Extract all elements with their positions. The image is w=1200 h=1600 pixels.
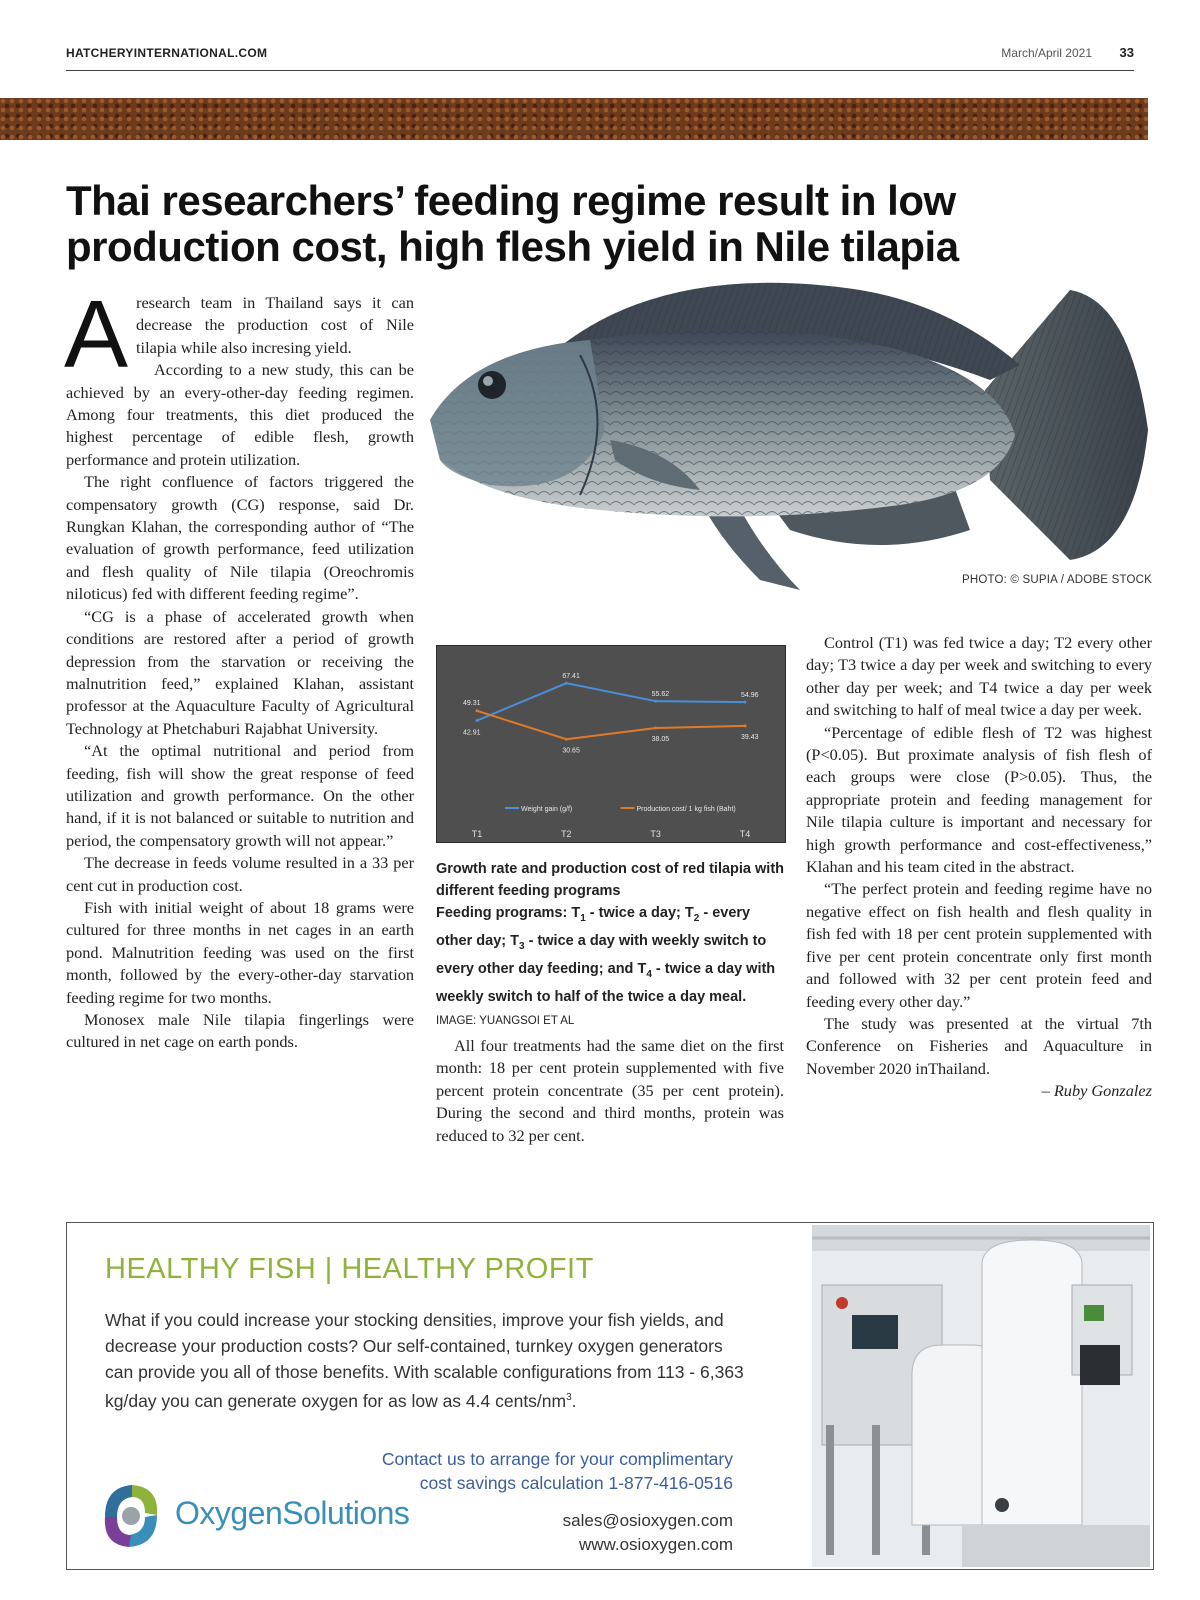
caption-text: - twice a day; T: [585, 905, 694, 921]
logo-swirl-icon: [97, 1477, 167, 1557]
x-tick-label: T2: [561, 829, 572, 839]
oxygen-solutions-ad[interactable]: [66, 1222, 1154, 1570]
ad-body-text: What if you could increase your stocking densities, improve your fish yields, and decrease your production costs? Our self-contained, turnkey oxygen generators can provide you all of those benefits. With scalable configurations from 113 - 6,363 kg/day you can generate oxygen for as low as 4.4 cents/nm: [105, 1310, 744, 1411]
data-point: [565, 682, 568, 685]
article-paragraph: “At the optimal nutritional and period from feeding, fish will show the great response of feed utilization and growth performance. On the other hand, if it is not balanced or suitable to nutrition and period, the compensatory growth will not appear.”: [66, 741, 414, 850]
x-tick-label: T4: [739, 829, 751, 839]
article-column-1: [64, 281, 414, 1054]
series-line-1: [477, 711, 745, 739]
article-paragraph: The right confluence of factors triggered the compensatory growth (CG) response, said Dr. Rungkan Klahan, the corresponding author of “The evaluation of growth performance, feed utilization and flesh quality of Nile tilapia (Oreochromis niloticus) fed with different feeding regime”.: [66, 472, 414, 604]
article-paragraph: “Percentage of edible flesh of T2 was highest (P<0.05). But proximate analysis of fish flesh of each groups were close (P>0.05). Thus, the appropriate protein and feeding management for Nile tilapia culture is important and necessary for high growth performance and cost-effectiveness,” Klahan and his team cited in the abstract.: [806, 722, 1152, 877]
chart-caption: [436, 858, 784, 1032]
data-point: [476, 719, 479, 722]
tilapia-photo: [430, 260, 1152, 600]
article-paragraph: According to a new study, this can be achieved by an every-other-day feeding regimen. Among four treatments, this diet produced the highest percentage of edible flesh, growth performance and protein utilization.: [66, 360, 414, 469]
caption-subscript: 2: [693, 912, 700, 924]
data-label: 38.05: [651, 735, 670, 743]
ad-heading: HEALTHY FISH | HEALTHY PROFIT: [105, 1253, 594, 1285]
caption-text: Feeding programs: T: [436, 905, 581, 921]
data-point: [744, 701, 747, 704]
legend-label: Weight gain (g/f): [521, 806, 573, 813]
caption-text: - twice a day with weekly switch to every other day feeding; and T: [436, 932, 767, 977]
article-column-3: [806, 632, 1152, 1103]
oxygen-solutions-logo: [97, 1477, 437, 1557]
caption-subscript: 1: [580, 912, 586, 924]
article-title: Thai researchers’ feeding regime result in low production cost, high flesh yield in Nile tilapia: [66, 177, 959, 270]
data-label: 67.41: [562, 673, 580, 681]
image-credit: IMAGE: YUANGSOI ET AL: [436, 1014, 575, 1027]
ad-contact-line: cost savings calculation 1-877-416-0516: [419, 1473, 733, 1493]
article-paragraph: “The perfect protein and feeding regime have no negative effect on fish health and flesh quality in fish fed with 18 per cent protein supplemented with five per cent protein concentrate only first month and followed with 32 per cent protein feed and feeding every other day.”: [806, 879, 1152, 1011]
photo-credit: PHOTO: © SUPIA / ADOBE STOCK: [961, 574, 1152, 586]
page-number: 33: [1119, 45, 1134, 60]
ad-body: [105, 1307, 745, 1414]
ad-body-end: .: [571, 1390, 577, 1411]
data-label: 39.43: [741, 733, 759, 741]
byline: – Ruby Gonzalez: [1041, 1081, 1152, 1101]
site-name: HATCHERYINTERNATIONAL.COM: [66, 46, 268, 60]
x-tick-label: T1: [471, 829, 483, 839]
issue-date: March/April 2021: [1001, 46, 1092, 60]
caption-text: - twice a day with weekly switch to half of the twice a day meal.: [436, 960, 776, 1005]
ad-contact-line: Contact us to arrange for your complimentary: [381, 1449, 733, 1469]
article-paragraph: “CG is a phase of accelerated growth when conditions are restored after a period of growth depression from the starvation or receiving the malnutrition feed,” explained Klahan, assistant professor at the Aquaculture Faculty of Agricultural Technology at Phetchaburi Rajabhat University.: [66, 606, 414, 738]
article-paragraph: Fish with initial weight of about 18 grams were cultured for three months in net cages in an earth pond. Malnutrition feeding was used on the first month, followed by the every-other-day starvation feeding regime for two months.: [66, 897, 414, 1007]
chart-canvas: [437, 646, 785, 842]
ad-website-link[interactable]: www.osioxygen.com: [578, 1535, 733, 1554]
caption-text: - every other day; T: [436, 905, 751, 949]
article-paragraph: All four treatments had the same diet on the first month: 18 per cent protein supplemented with five percent protein concentrate (35 per cent protein). During the second and third months, protein was reduced to 32 per cent.: [436, 1036, 784, 1145]
legend-label: Production cost/ 1 kg fish (Baht): [636, 806, 736, 813]
data-point: [744, 724, 747, 727]
drop-cap: A: [64, 281, 129, 388]
article-paragraph: Monosex male Nile tilapia fingerlings were cultured in net cage on earth ponds.: [66, 1010, 414, 1052]
lead-text: research team in Thailand says it can decrease the production cost of Nile tilapia while also incresing yield.: [136, 293, 414, 357]
article-lead-paragraph: [64, 281, 414, 388]
data-point: [565, 738, 568, 741]
data-point: [476, 709, 479, 712]
data-label: 55.62: [651, 691, 670, 699]
data-label: 42.91: [463, 729, 481, 737]
data-label: 54.96: [741, 692, 759, 700]
data-point: [654, 700, 657, 703]
growth-cost-chart: [436, 645, 786, 843]
article-paragraph: The decrease in feeds volume resulted in a 33 per cent cut in production cost.: [66, 853, 414, 895]
ad-email-link[interactable]: sales@osioxygen.com: [562, 1511, 733, 1530]
logo-text: OxygenSolutions: [175, 1495, 410, 1531]
fish-feed-pellet-banner: [0, 98, 1148, 140]
series-line-0: [477, 683, 745, 720]
caption-subscript: 3: [518, 940, 525, 952]
data-point: [654, 726, 657, 729]
article-paragraph: Control (T1) was fed twice a day; T2 every other day; T3 twice a day per week and switching to every other day per week; and T4 twice a day per week and switching to half of meal twice a day per week.: [806, 633, 1152, 720]
ad-superscript: 3: [566, 1392, 572, 1403]
data-label: 30.65: [562, 747, 580, 755]
data-label: 49.31: [463, 699, 481, 707]
header-rule: [66, 70, 1134, 71]
x-tick-label: T3: [650, 829, 661, 839]
article-column-2: [436, 1035, 784, 1147]
caption-subscript: 4: [646, 968, 652, 980]
article-paragraph: The study was presented at the virtual 7th Conference on Fisheries and Aquaculture in November 2020 inThailand.: [806, 1013, 1152, 1078]
caption-body: [436, 902, 784, 1032]
caption-title: Growth rate and production cost of red tilapia with different feeding programs: [436, 861, 785, 899]
oxygen-generator-photo: [812, 1225, 1150, 1567]
